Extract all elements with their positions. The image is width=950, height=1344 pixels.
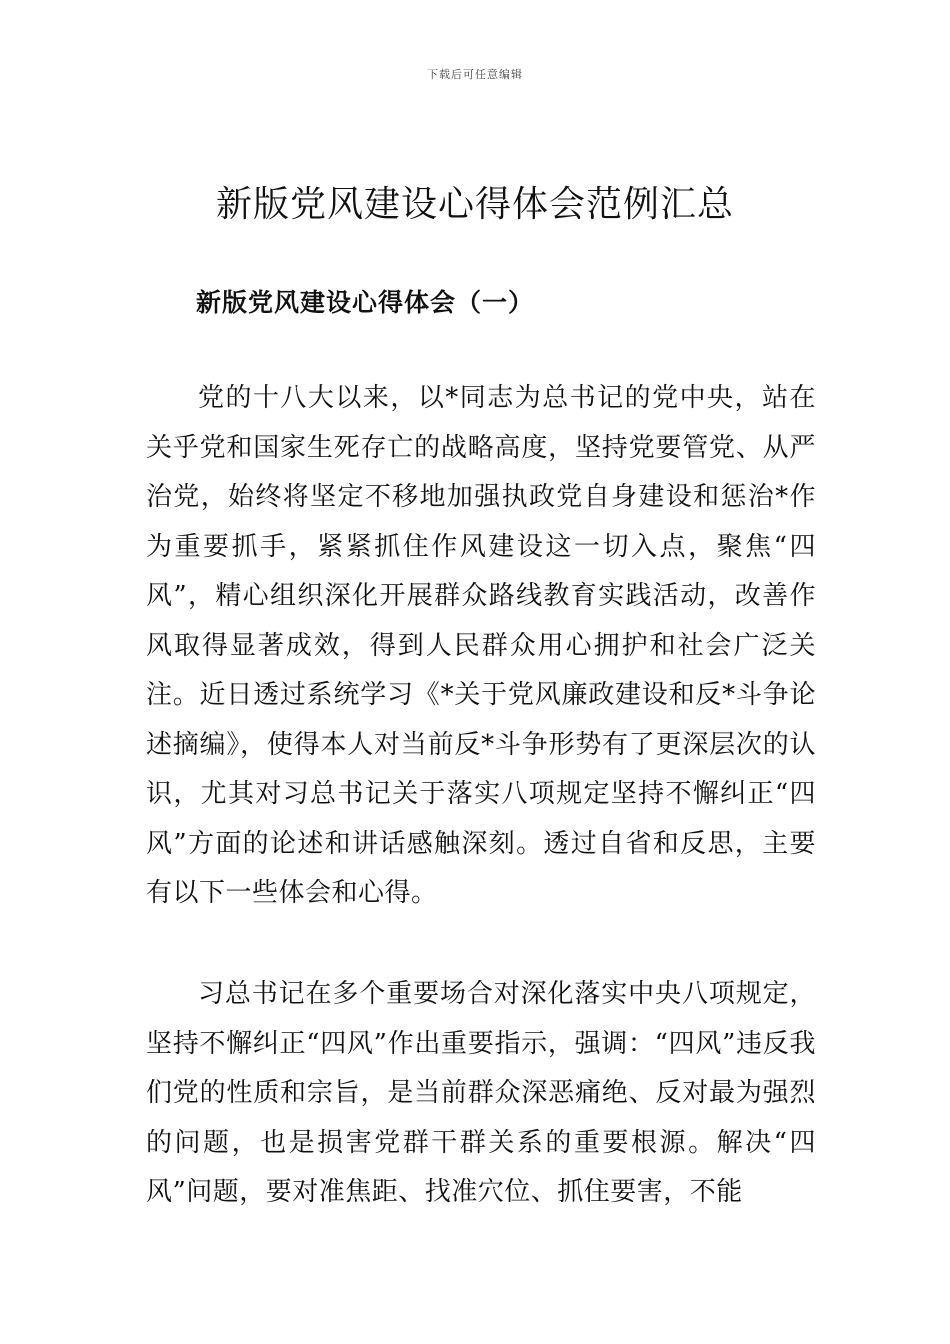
header-note: 下载后可任意编辑 [427, 68, 523, 81]
document-title: 新版党风建设心得体会范例汇总 [215, 184, 734, 225]
body-paragraph: 党的十八大以来，以*同志为总书记的党中央，站在关乎党和国家生死存亡的战略高度，坚持党要管党、从严治党，始终将坚定不移地加强执政党自身建设和惩治*作为重要抓手，紧紧抓住作风建设这一切入点，聚焦“四风”，精心组织深化开展群众路线教育实践活动，改善作风取得显著成效，得到人民群众用心拥护和社会广泛关注。近日透过系统学习《*关于党风廉政建设和反*斗争论述摘编》，使得本人对当前反*斗争形势有了更深层次的认识，尤其对习总书记关于落实八项规定坚持不懈纠正“四风”方面的论述和讲话感触深刻。透过自省和反思，主要有以下一些体会和心得。 [146, 383, 816, 908]
body-paragraph: 习总书记在多个重要场合对深化落实中央八项规定，坚持不懈纠正“四风”作出重要指示，强调：“四风”违反我们党的性质和宗旨，是当前群众深恶痛绝、反对最为强烈的问题，也是损害党群干群关系的重要根源。解决“四风”问题，要对准焦距、找准穴位、抓住要害，不能 [146, 979, 816, 1207]
section-title: 新版党风建设心得体会（一） [196, 288, 535, 317]
